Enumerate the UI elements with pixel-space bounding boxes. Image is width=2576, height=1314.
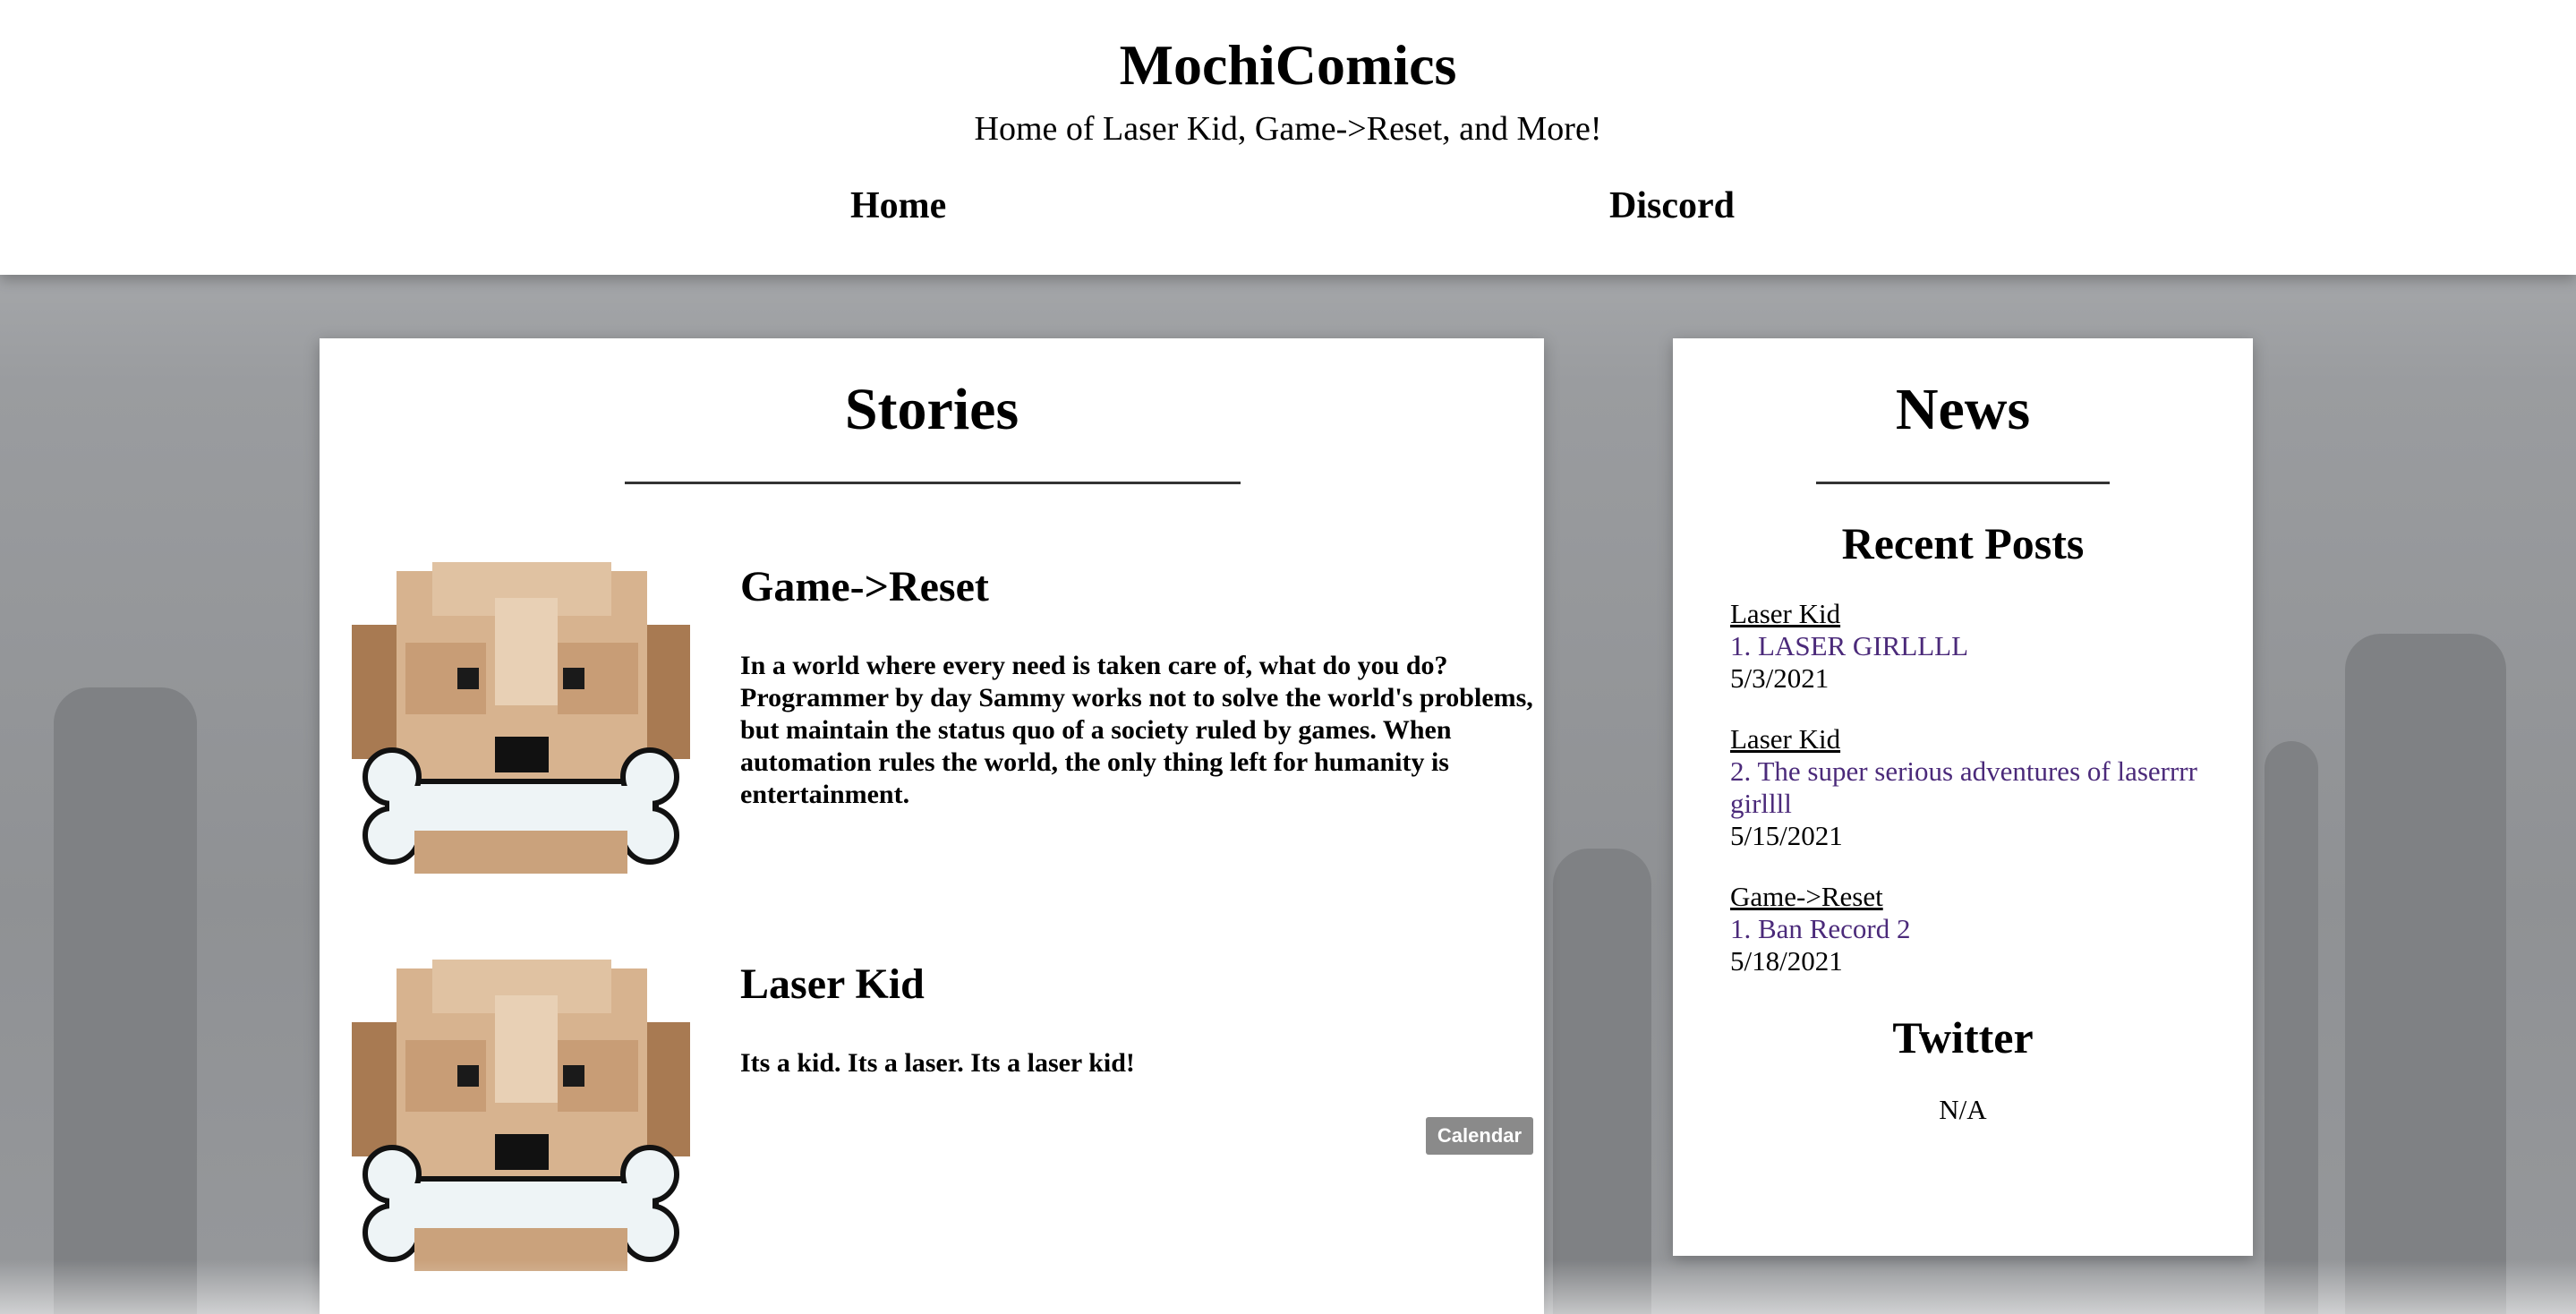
twitter-heading: Twitter <box>1892 1012 2034 1062</box>
post-series-link[interactable]: Laser Kid <box>1730 598 1841 629</box>
news-post <box>1730 881 2231 977</box>
news-panel <box>1673 338 2253 1256</box>
post-date: 5/15/2021 <box>1730 820 1843 851</box>
stories-divider <box>625 482 1241 484</box>
post-date: 5/18/2021 <box>1730 945 1843 977</box>
site-title: MochiComics <box>1119 33 1457 97</box>
stories-panel <box>320 338 1544 1314</box>
stories-heading: Stories <box>844 377 1019 442</box>
post-title-link[interactable]: 1. Ban Record 2 <box>1730 913 1911 944</box>
post-series-link[interactable]: Game->Reset <box>1730 881 1883 912</box>
post-title-link[interactable]: 1. LASER GIRLLLL <box>1730 630 1969 661</box>
story-title[interactable]: Laser Kid <box>740 960 925 1008</box>
story-description: Its a kid. Its a laser. Its a laser kid! <box>740 1048 1135 1078</box>
post-title-link[interactable]: 2. The super serious adventures of laserrrr girllll <box>1730 755 2197 819</box>
nav-home-link[interactable]: Home <box>850 185 947 226</box>
recent-posts-heading: Recent Posts <box>1841 518 2085 568</box>
news-post <box>1730 598 2231 695</box>
twitter-value: N/A <box>1939 1094 1987 1125</box>
story-title[interactable]: Game->Reset <box>740 563 989 610</box>
site-header <box>0 0 2576 275</box>
story-description: In a world where every need is taken care of, what do you do? Programmer by day Sammy works not to solve the world's problems, but maintain the status quo of a society ruled by games. When automation rules the world, the only thing left for humanity is entertainment. <box>740 651 1533 809</box>
puppy-with-bone-icon[interactable] <box>352 960 690 1271</box>
calendar-button[interactable]: Calendar <box>1426 1117 1533 1155</box>
news-divider <box>1816 482 2110 484</box>
post-series-link[interactable]: Laser Kid <box>1730 723 1841 755</box>
news-heading: News <box>1895 377 2031 442</box>
post-date: 5/3/2021 <box>1730 662 1830 694</box>
site-subtitle: Home of Laser Kid, Game->Reset, and More! <box>974 110 1602 148</box>
nav-discord-link[interactable]: Discord <box>1609 185 1735 226</box>
news-post <box>1730 723 2231 852</box>
puppy-with-bone-icon[interactable] <box>352 562 690 874</box>
